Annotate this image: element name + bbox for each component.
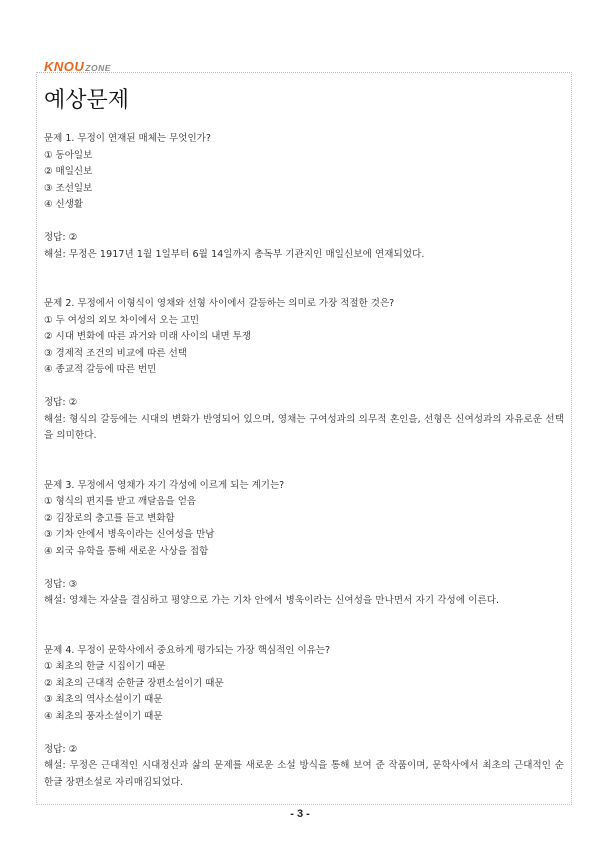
logo-zone: ZONE xyxy=(85,63,111,73)
logo-nou: NOU xyxy=(53,59,85,74)
question-list xyxy=(44,131,564,791)
spacer xyxy=(44,263,564,296)
explanation-text: 해설: 무정은 근대적인 시대정신과 삶의 문제를 새로운 소설 방식을 통해 보여 준 작품이며, 문학사에서 최초의 근대적인 순한글 장편소설로 자리매김되었다. xyxy=(44,760,564,788)
option-item: ④ 신생활 xyxy=(44,199,84,210)
answer-text: 정답: ③ xyxy=(44,578,78,590)
page-title: 예상문제 xyxy=(44,88,130,113)
option-item: ② 시대 변화에 따른 과거와 미래 사이의 내면 투쟁 xyxy=(44,331,252,342)
page-number: - 3 - xyxy=(290,808,310,820)
option-item: ④ 최초의 풍자소설이기 때문 xyxy=(44,710,163,722)
logo-k: K xyxy=(44,59,54,74)
option-item: ② 김장로의 충고를 듣고 변화함 xyxy=(44,512,175,524)
option-item: ③ 최초의 역사소설이기 때문 xyxy=(44,694,163,705)
option-item: ④ 종교적 갈등에 따른 번민 xyxy=(44,364,157,375)
spacer xyxy=(44,445,564,478)
question-text: 문제 3. 무정에서 영채가 자기 각성에 이르게 되는 계기는? xyxy=(44,479,285,491)
option-item: ③ 기차 안에서 병욱이라는 신여성을 만남 xyxy=(44,529,215,540)
question-block-4 xyxy=(44,643,564,792)
option-item: ② 최초의 근대적 순한글 장편소설이기 때문 xyxy=(44,677,224,689)
option-item: ① 형식의 편지를 받고 깨달음을 얻음 xyxy=(44,496,197,507)
answer-text: 정답: ② xyxy=(44,743,78,755)
spacer xyxy=(44,610,564,643)
option-list xyxy=(44,148,564,214)
answer-text: 정답: ② xyxy=(44,397,78,408)
question-text: 문제 1. 무정이 연재된 매체는 무엇인가? xyxy=(44,133,211,144)
explanation-text: 해설: 영채는 자살을 결심하고 평양으로 가는 기차 안에서 병욱이라는 신여성을 만나면서 자기 각성에 이른다. xyxy=(44,595,500,606)
option-item: ① 최초의 한글 시집이기 때문 xyxy=(44,661,166,672)
question-text: 문제 4. 무정이 문학사에서 중요하게 평가되는 가장 핵심적인 이유는? xyxy=(44,644,331,656)
question-block-1 xyxy=(44,131,564,263)
option-item: ③ 경제적 조건의 비교에 따른 선택 xyxy=(44,347,187,359)
option-item: ① 두 여성의 외모 차이에서 오는 고민 xyxy=(44,314,200,326)
question-block-2 xyxy=(44,296,564,445)
explanation-text: 해설: 형식의 갈등에는 시대의 변화가 반영되어 있으며, 영채는 구여성과의 의무적 혼인을, 선형은 신여성과의 자유로운 선택을 의미한다. xyxy=(44,413,564,441)
explanation-text: 해설: 무정은 1917년 1월 1일부터 6월 14일까지 총독부 기관지인 매일신보에 연재되었다. xyxy=(44,248,425,260)
option-list xyxy=(44,659,564,725)
question-text: 문제 2. 무정에서 이형식이 영채와 선형 사이에서 갈등하는 의미로 가장 적절한 것은? xyxy=(44,298,395,309)
option-item: ① 동아일보 xyxy=(44,149,93,161)
option-item: ③ 조선일보 xyxy=(44,182,93,194)
question-block-3 xyxy=(44,478,564,610)
option-item: ④ 외국 유학을 통해 새로운 사상을 접함 xyxy=(44,545,209,557)
option-list xyxy=(44,494,564,560)
option-list xyxy=(44,313,564,379)
option-item: ② 매일신보 xyxy=(44,166,93,177)
answer-text: 정답: ② xyxy=(44,232,78,243)
